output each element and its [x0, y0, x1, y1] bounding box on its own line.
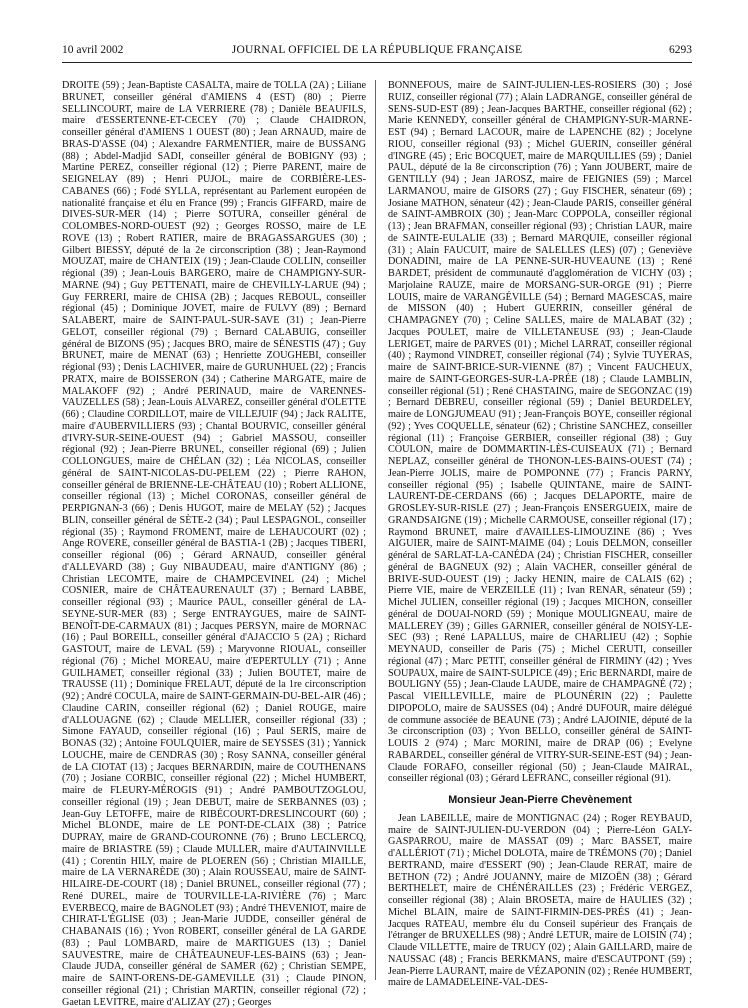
- left-column-text: DROITE (59) ; Jean-Baptiste CASALTA, maire de TOLLA (2A) ; Liliane BRUNET, conseiller général d'AMIENS 4 (EST) (80) ; Pierre SELLINCOURT, maire de LA VERRIERE (78) ; Danièle BEAUFILS, maire d'ESSERTENNE-ET-CECEY (70) ; Claude CHAIDRON, conseiller général d'AMIENS 1 OUEST (80) ; Jean ARNAUD, maire de BRAS-D'ASSE (04) ; Alexandre FARMENTIER, maire de BUSSANG (88) ; Abdel-Madjid SADI, conseiller général de BOBIGNY (93) ; Martine PEREZ, conseiller régional (12) ; Pierre PARENT, maire de SEIGNELAY (89) ; Henri PUJOL, maire de CORBIÈRE-LES-CABANES (66) ; Fodé SYLLA, représentant au Parlement européen de nationalité française et élu en France (99) ; Francis GIFFARD, maire de DIVES-SUR-MER (14) ; Pierre SOTURA, conseiller général de COLOMBES-NORD-OUEST (92) ; Georges ROSSO, maire de LE ROVE (13) ; Robert RATIER, maire de BRAGASSARGUES (30) ; Gilbert BIESSY, député de la 2e circonscription (38) ; Jean-Raymond MOUZAT, maire de CHANTEIX (19) ; Jean-Claude COLLIN, conseiller régional (39) ; Jean-Louis BARGERO, maire de CHAMPIGNY-SUR-MARNE (94) ; Guy PETTENATI, maire de CHEVILLY-LARUE (94) ; Guy FERRERI, maire de CHISA (2B) ; Jacques REBOUL, conseiller régional (45) ; Dominique JOVET, maire de FULVY (89) ; Bernard SALABERT, maire de SAINT-PAUL-SUR-SAVE (31) ; Jean-Pierre GELOT, conseiller régional (79) ; Bernard CALABUIG, conseiller général de BIZONS (95) ; Jacques BRO, maire de SÉNESTIS (47) ; Guy BRUNET, maire de MENAT (63) ; Henriette ZOUGHEBI, conseiller régional (93) ; Denis LACHIVER, maire de GURUNHUEL (22) ; Francis PRATX, maire de BOISSERON (34) ; Catherine MARGATE, maire de MALAKOFF (92) ; André PERINAUD, maire de VARENNES-VAUZELLES (58) ; Jean-Louis ALVAREZ, conseiller général d'OLETTE (66) ; Claudine CORDILLOT, maire de VILLEJUIF (94) ; Jack RALITE, maire d'AUBERVILLIERS (93) ; Chantal BOURVIC, conseiller général d'IVRY-SUR-SEINE-OUEST (94) ; Gabriel MASSOU, conseiller régional (92) ; Jean-Pierre BRUNEL, conseiller régional (69) ; Julien COLLONGUES, maire de CHÉLAN (32) ; Léa NICOLAS, conseiller général de SAINT-NICOLAS-DU-PELEM (22) ; Pierre RAHON, conseiller général de BRIENNE-LE-CHÂTEAU (10) ; Robert ALLIONE, conseiller régional (13) ; Michel CORONAS, conseiller général de PERPIGNAN-3 (66) ; Denis HUGOT, maire de MELAY (52) ; Jacques BLIN, conseiller général de SÈTE-2 (34) ; Paul LESPAGNOL, conseiller régional (35) ; Raymond FROMENT, maire de LEHAUCOURT (02) ; Ange ROVERE, conseiller général de BASTIA-1 (2B) ; Jacques TIBERI, conseiller régional (06) ; Gérard ARNAUD, conseiller général d'ALLEVARD (38) ; Guy NIBAUDEAU, maire d'ANTIGNY (86) ; Christian LECOMTE, maire de CHAMPCEVINEL (24) ; Michel COSNIER, maire de CHÂTEAURENAULT (37) ; Bernard LABBE, conseiller régional (93) ; Maurice PAUL, conseiller général de LA-SEYNE-SUR-MER (83) ; Serge ENTRAYGUES, maire de SAINT-BENOÎT-DE-CARMAUX (81) ; Jacques PERSYN, maire de MORNAC (16) ; Paul BOREILL, conseiller général d'AJACCIO 5 (2A) ; Richard GASTOUT, maire de LEVAL (59) ; Maryvonne RIOUAL, conseiller régional (76) ; Michel MOREAU, maire d'EPERTULLY (71) ; Anne GUILHAMET, conseiller régional (33) ; Julien BOUTET, maire de TRAUSSE (11) ; Dominique FRELAUT, député de la 1re circonscription (92) ; André COCULA, maire de SAINT-GERMAIN-DU-BEL-AIR (46) ; Claudine CARIN, conseiller régional (62) ; Daniel ROUGE, maire d'ALLOUAGNE (62) ; Claude MELLIER, conseiller régional (33) ; Simone FAYAUD, conseiller régional (16) ; Paul SERIS, maire de BONAS (32) ; Antoine FOULQUIER, maire de SEYSSES (31) ; Yannick LOUCHE, maire de CENDRAS (30) ; Rosy SANNA, conseiller général de LA CIOTAT (13) ; Jacques BERNARDIN, maire de COUTHENANS (70) ; Josiane CORBIC, conseiller régional (22) ; Michel HUMBERT, maire de FLEURY-MÉROGIS (91) ; André PAMBOUTZOGLOU, conseiller régional (19) ; Jean DEBUT, maire de SERBANNES (03) ; Jean-Guy LETOFFE, maire de RIBÉCOURT-DRESLINCOURT (60) ; Michel BLONDE, maire de LE PONT-DE-CLAIX (38) ; Patrice DUPRAY, maire de GRAND-COURONNE (76) ; Bruno LECLERCQ, maire de BRIASTRE (59) ; Claude MULLER, maire d'AUTAINVILLE (41) ; Corentin HILY, maire de PLOEREN (56) ; Christian MIAILLE, maire de LA VERNARÈDE (30) ; Alain ROUSSEAU, maire de SAINT-HILAIRE-DE-COURT (18) ; Daniel BRUNEL, conseiller régional (77) ; René DUREL, maire de TOURVILLE-LA-RIVIÈRE (76) ; Marc EVERBECQ, maire de BAGNOLET (93) ; André THEVENIOT, maire de CHIRAT-L'ÉGLISE (03) ; Jean-Marie JUDDE, conseiller général de CHABANAIS (16) ; Yvon ROBERT, conseiller général de LA GARDE (83) ; Paul LOMBARD, maire de MARTIGUES (13) ; Daniel SAUVESTRE, maire de CHÂTEAUNEUF-LES-BAINS (63) ; Jean-Claude JUDA, conseiller général de SAMER (62) ; Christian SEMPE, maire de SAINT-ORENS-DE-GAMEVILLE (31) ; Claude PINON, conseiller régional (21) ; Christian MARTIN, conseiller régional (72) ; Gaetan LEVITRE, maire d'ALIZAY (27) ; Georges: [62, 80, 366, 1008]
- right-column-text: BONNEFOUS, maire de SAINT-JULIEN-LES-ROSIERS (30) ; José RUIZ, conseiller régional (77) ; Alain LADRANGE, conseiller général de SENS-SUD-EST (89) ; Jean-Jacques BARTHE, conseiller régional (62) ; Marie KENNEDY, conseiller général de CHAMPIGNY-SUR-MARNE-EST (94) ; Bernard LACOUR, maire de LAPENCHE (82) ; Jocelyne RIOU, conseiller régional (93) ; Michel GUERIN, conseiller général d'INGRE (45) ; Eric BOCQUET, maire de MARQUILLIES (59) ; Daniel PAUL, député de la 8e circonscription (76) ; Yann JOUBERT, maire de GENTILLY (94) ; Jean JAROSZ, maire de FEIGNIES (59) ; Marcel LARMANOU, maire de GISORS (27) ; Guy FISCHER, sénateur (69) ; Josiane MATHON, sénateur (42) ; Jean-Claude PARIS, conseiller général de SAINT-AMBROIX (30) ; Jean-Marc COPPOLA, conseiller régional (13) ; Jean BRAFMAN, conseiller régional (93) ; Christian LAUR, maire de SAINTE-EULALIE (33) ; Bernard MARQUIE, conseiller régional (31) ; Alain FAUCUIT, maire de SALELLES (LES) (07) ; Geneviève DONADINI, maire de LA PENNE-SUR-HUVEAUNE (13) ; René BARDET, président de communauté d'agglomération de VICHY (03) ; Marjolaine RAUZE, maire de MORSANG-SUR-ORGE (91) ; Pierre LOUIS, maire de VARANGÉVILLE (54) ; Bernard MAGESCAS, maire de MISSON (40) ; Hubert GUERRIN, conseiller général de CHAMPAGNEY (70) ; Celine SALLES, maire de MALABAT (32) ; Jacques POULET, maire de VILLETANEUSE (93) ; Jean-Claude LERIGET, maire de PARVES (01) ; Michel LARRAT, conseiller régional (40) ; Raymond VINDRET, conseiller régional (74) ; Sylvie TUYERAS, maire de SAINT-BRICE-SUR-VIENNE (87) ; Vincent FAUCHEUX, maire de SAINT-GEORGES-SUR-LA-PRÉE (18) ; Claude LAMBLIN, conseiller régional (51) ; René CHASTAING, maire de SEGONZAC (19) ; Bernard DEBREU, conseiller régional (59) ; Daniel BEURDELEY, maire de LONGJUMEAU (91) ; Jean-François BOYE, conseiller régional (92) ; Yves COQUELLE, sénateur (62) ; Christine SANCHEZ, conseiller régional (11) ; Françoise GERBIER, conseiller régional (38) ; Guy COULON, maire de DOMMARTIN-LÈS-CUISEAUX (71) ; Bernard NEPLAZ, conseiller général de THONON-LES-BAINS-OUEST (74) ; Jean-Pierre JOLIS, maire de POMPONNE (77) ; Francis PARNY, conseiller régional (95) ; Isabelle QUINTANE, maire de SAINT-LAURENT-DE-CERDANS (66) ; Jacques DELAPORTE, maire de GROSLEY-SUR-RISLE (27) ; Jean-François ENSERGUEIX, maire de GRANDSAIGNE (19) ; Michelle CARMOUSE, conseiller régional (17) ; Raymond BRUNET, maire d'AVAILLES-LIMOUZINE (86) ; Yves AIGUIER, maire de SAINT-MAIME (04) ; Louis DELMON, conseiller général de SARLAT-LA-CANÉDA (24) ; Christian FISCHER, conseiller général de BAGNEUX (92) ; Alain VACHER, conseiller général de BRIVE-SUD-OUEST (19) ; Jacky HENIN, maire de CALAIS (62) ; Pierre VIE, maire de VERZEILLE (11) ; Ivan RENAR, sénateur (59) ; Michel JULIEN, conseiller régional (19) ; Jacques MICHON, conseiller général de DOUAI-NORD (59) ; Monique MOULIGNEAU, maire de MALLEREY (39) ; Gilles GARNIER, conseiller général de NOISY-LE-SEC (93) ; René LAPALLUS, maire de CHARLIEU (42) ; Sophie MEYNAUD, conseiller de Paris (75) ; Michel CERUTI, conseiller régional (47) ; Marc PETIT, conseiller général de FIRMINY (42) ; Yves SOUPAUX, maire de SAINT-SULPICE (49) ; Eric BERNARDI, maire de BOULIGNY (55) ; Jean-Claude LAUDE, maire de CHAMPAGNÉ (72) ; Pascal VIEILLEVILLE, maire de PLOUNÉRIN (22) ; Paulette DIPOPOLO, maire de SAUSSES (04) ; André DUFOUR, maire délégué de commune associée de BEAUNE (73) ; André LAJOINIE, député de la 3e circonscription (03) ; Yvon BELLO, conseiller général de SAINT-LOUIS 2 (974) ; Marc MORINI, maire de DRAP (06) ; Evelyne RABARDEL, conseiller général de VITRY-SUR-SEINE-EST (94) ; Jean-Claude FORAFO, conseiller régional (50) ; Jean-Claude MAIRAL, conseiller régional (03) ; Gérard LEFRANC, conseiller régional (91).: [388, 80, 692, 785]
- candidate-heading: Monsieur Jean-Pierre Chevènement: [448, 794, 632, 806]
- text-columns: [62, 80, 692, 1008]
- right-column: [388, 80, 692, 989]
- candidate-sponsors-text: Jean LABEILLE, maire de MONTIGNAC (24) ; Roger REYBAUD, maire de SAINT-JULIEN-DU-VERDON (04) ; Pierre-Léon GALY-GASPARROU, maire de MASSAT (09) ; Marc BASSET, maire d'ALLÉRIOT (71) ; Michel DOLOTA, maire de TRÉMONS (70) ; Daniel BERTRAND, maire d'ESSERT (90) ; Jean-Claude RERAT, maire de BETHON (72) ; André JOUANNY, maire de MIZOËN (38) ; Gérard BERTHELET, maire de CHÉNÉRAILLES (23) ; Frédéric VERGEZ, conseiller régional (38) ; Alain BROSETA, maire de HAULIES (32) ; Michel BLAIN, maire de SAINT-FIRMIN-DES-PRÉS (41) ; Jean-Jacques RATEAU, membre élu du Conseil supérieur des Français de l'étranger de BRUXELLES (98) ; André LETUR, maire de LOISIN (74) ; Claude VILLETTE, maire de TRUCY (02) ; Alain GAILLARD, maire de NAUSSAC (48) ; Francis BERKMANS, maire d'ESCAUTPONT (59) ; Jean-Pierre LAURANT, maire de VÉZAPONIN (02) ; Renée HUMBERT, maire de LAMADELEINE-VAL-DES-: [388, 812, 692, 989]
- column-divider: [375, 80, 376, 980]
- journal-title: JOURNAL OFFICIEL DE LA RÉPUBLIQUE FRANÇAISE: [231, 44, 523, 56]
- issue-date: 10 avril 2002: [62, 44, 124, 56]
- page-header: [62, 44, 692, 60]
- header-rule: [62, 62, 692, 63]
- left-column: [62, 80, 366, 1008]
- page-number: 6293: [669, 44, 692, 56]
